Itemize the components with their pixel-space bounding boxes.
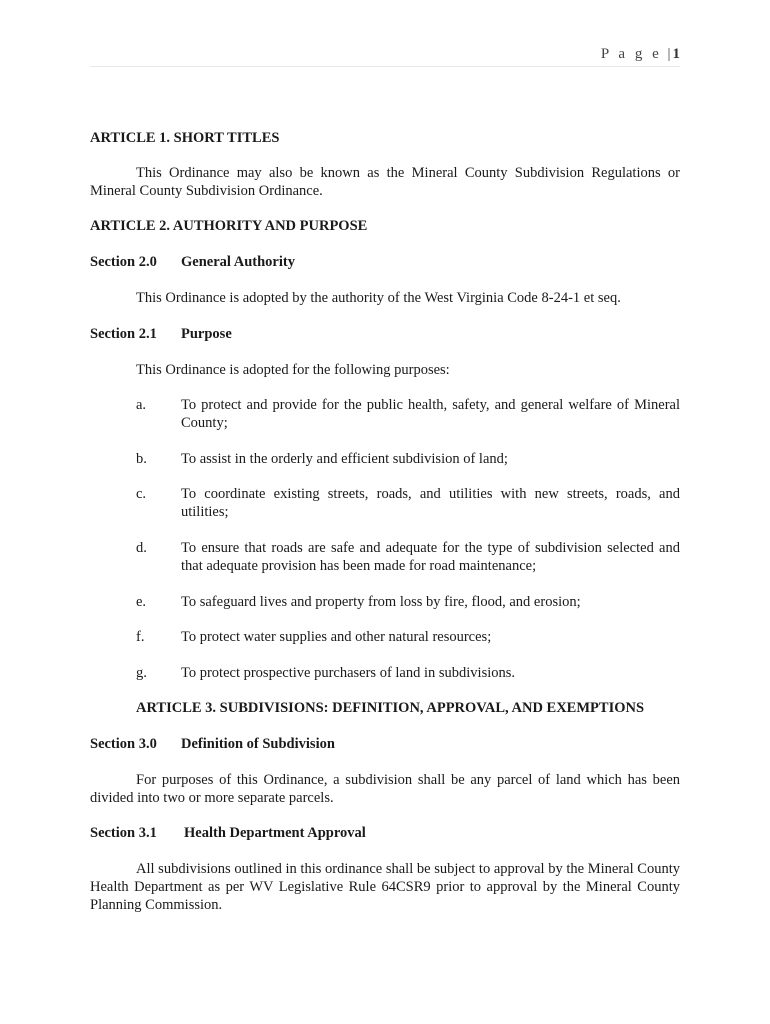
- list-item-letter: g.: [136, 665, 147, 681]
- list-item: [90, 539, 680, 575]
- section-2-1-heading: [90, 325, 680, 343]
- list-item-text: To assist in the orderly and efficient subdivision of land;: [181, 451, 508, 467]
- section-number: Section 3.0: [90, 736, 157, 752]
- list-item: [90, 450, 680, 468]
- section-3-1-heading: [90, 824, 680, 842]
- header-divider: [90, 66, 680, 67]
- list-item-letter: e.: [136, 594, 147, 610]
- section-number: Section 2.0: [90, 254, 157, 270]
- list-item: [90, 628, 680, 646]
- list-item-letter: d.: [136, 540, 147, 556]
- section-2-1-intro: This Ordinance is adopted for the following purposes:: [136, 362, 450, 378]
- list-item-text: To coordinate existing streets, roads, and utilities with new streets, roads, and utilities;: [181, 486, 680, 520]
- section-title: General Authority: [181, 254, 295, 270]
- list-item: [90, 485, 680, 521]
- section-3-1-body: All subdivisions outlined in this ordinance shall be subject to approval by the Mineral County Health Department as per WV Legislative Rule 64CSR9 prior to approval by the Mineral County Planning Commission.: [90, 861, 680, 913]
- page-separator: |: [667, 46, 671, 62]
- list-item-letter: f.: [136, 629, 145, 645]
- page-label: P a g e: [600, 46, 662, 62]
- section-2-0-body: This Ordinance is adopted by the authority of the West Virginia Code 8-24-1 et seq.: [136, 290, 621, 306]
- section-title: Health Department Approval: [184, 825, 366, 841]
- list-item: [90, 664, 680, 682]
- list-item-letter: c.: [136, 486, 147, 502]
- section-2-0-heading: [90, 253, 680, 271]
- list-item-letter: a.: [136, 397, 147, 413]
- document-body: [90, 129, 680, 914]
- list-item: [90, 593, 680, 611]
- article-2-heading: ARTICLE 2. AUTHORITY AND PURPOSE: [90, 218, 368, 234]
- page-number: 1: [672, 46, 680, 62]
- list-item-text: To safeguard lives and property from loss by fire, flood, and erosion;: [181, 594, 581, 610]
- list-item-text: To protect prospective purchasers of land in subdivisions.: [181, 665, 516, 681]
- list-item-letter: b.: [136, 451, 147, 467]
- section-title: Definition of Subdivision: [181, 736, 335, 752]
- list-item-text: To protect and provide for the public health, safety, and general welfare of Mineral County;: [181, 397, 680, 431]
- list-item: [90, 396, 680, 432]
- section-3-0-body: For purposes of this Ordinance, a subdivision shall be any parcel of land which has been divided into two or more separate parcels.: [90, 772, 680, 806]
- list-item-text: To ensure that roads are safe and adequate for the type of subdivision selected and that adequate provision has been made for road maintenance;: [181, 540, 680, 574]
- section-3-0-heading: [90, 735, 680, 753]
- list-item-text: To protect water supplies and other natural resources;: [181, 629, 492, 645]
- section-number: Section 2.1: [90, 326, 157, 342]
- page-header: [601, 46, 680, 63]
- section-title: Purpose: [181, 326, 232, 342]
- article-1-heading: ARTICLE 1. SHORT TITLES: [90, 130, 280, 146]
- article-1-body: This Ordinance may also be known as the Mineral County Subdivision Regulations or Mineral County Subdivision Ordinance.: [90, 165, 680, 199]
- article-3-heading: ARTICLE 3. SUBDIVISIONS: DEFINITION, APPROVAL, AND EXEMPTIONS: [136, 700, 645, 716]
- section-number: Section 3.1: [90, 825, 157, 841]
